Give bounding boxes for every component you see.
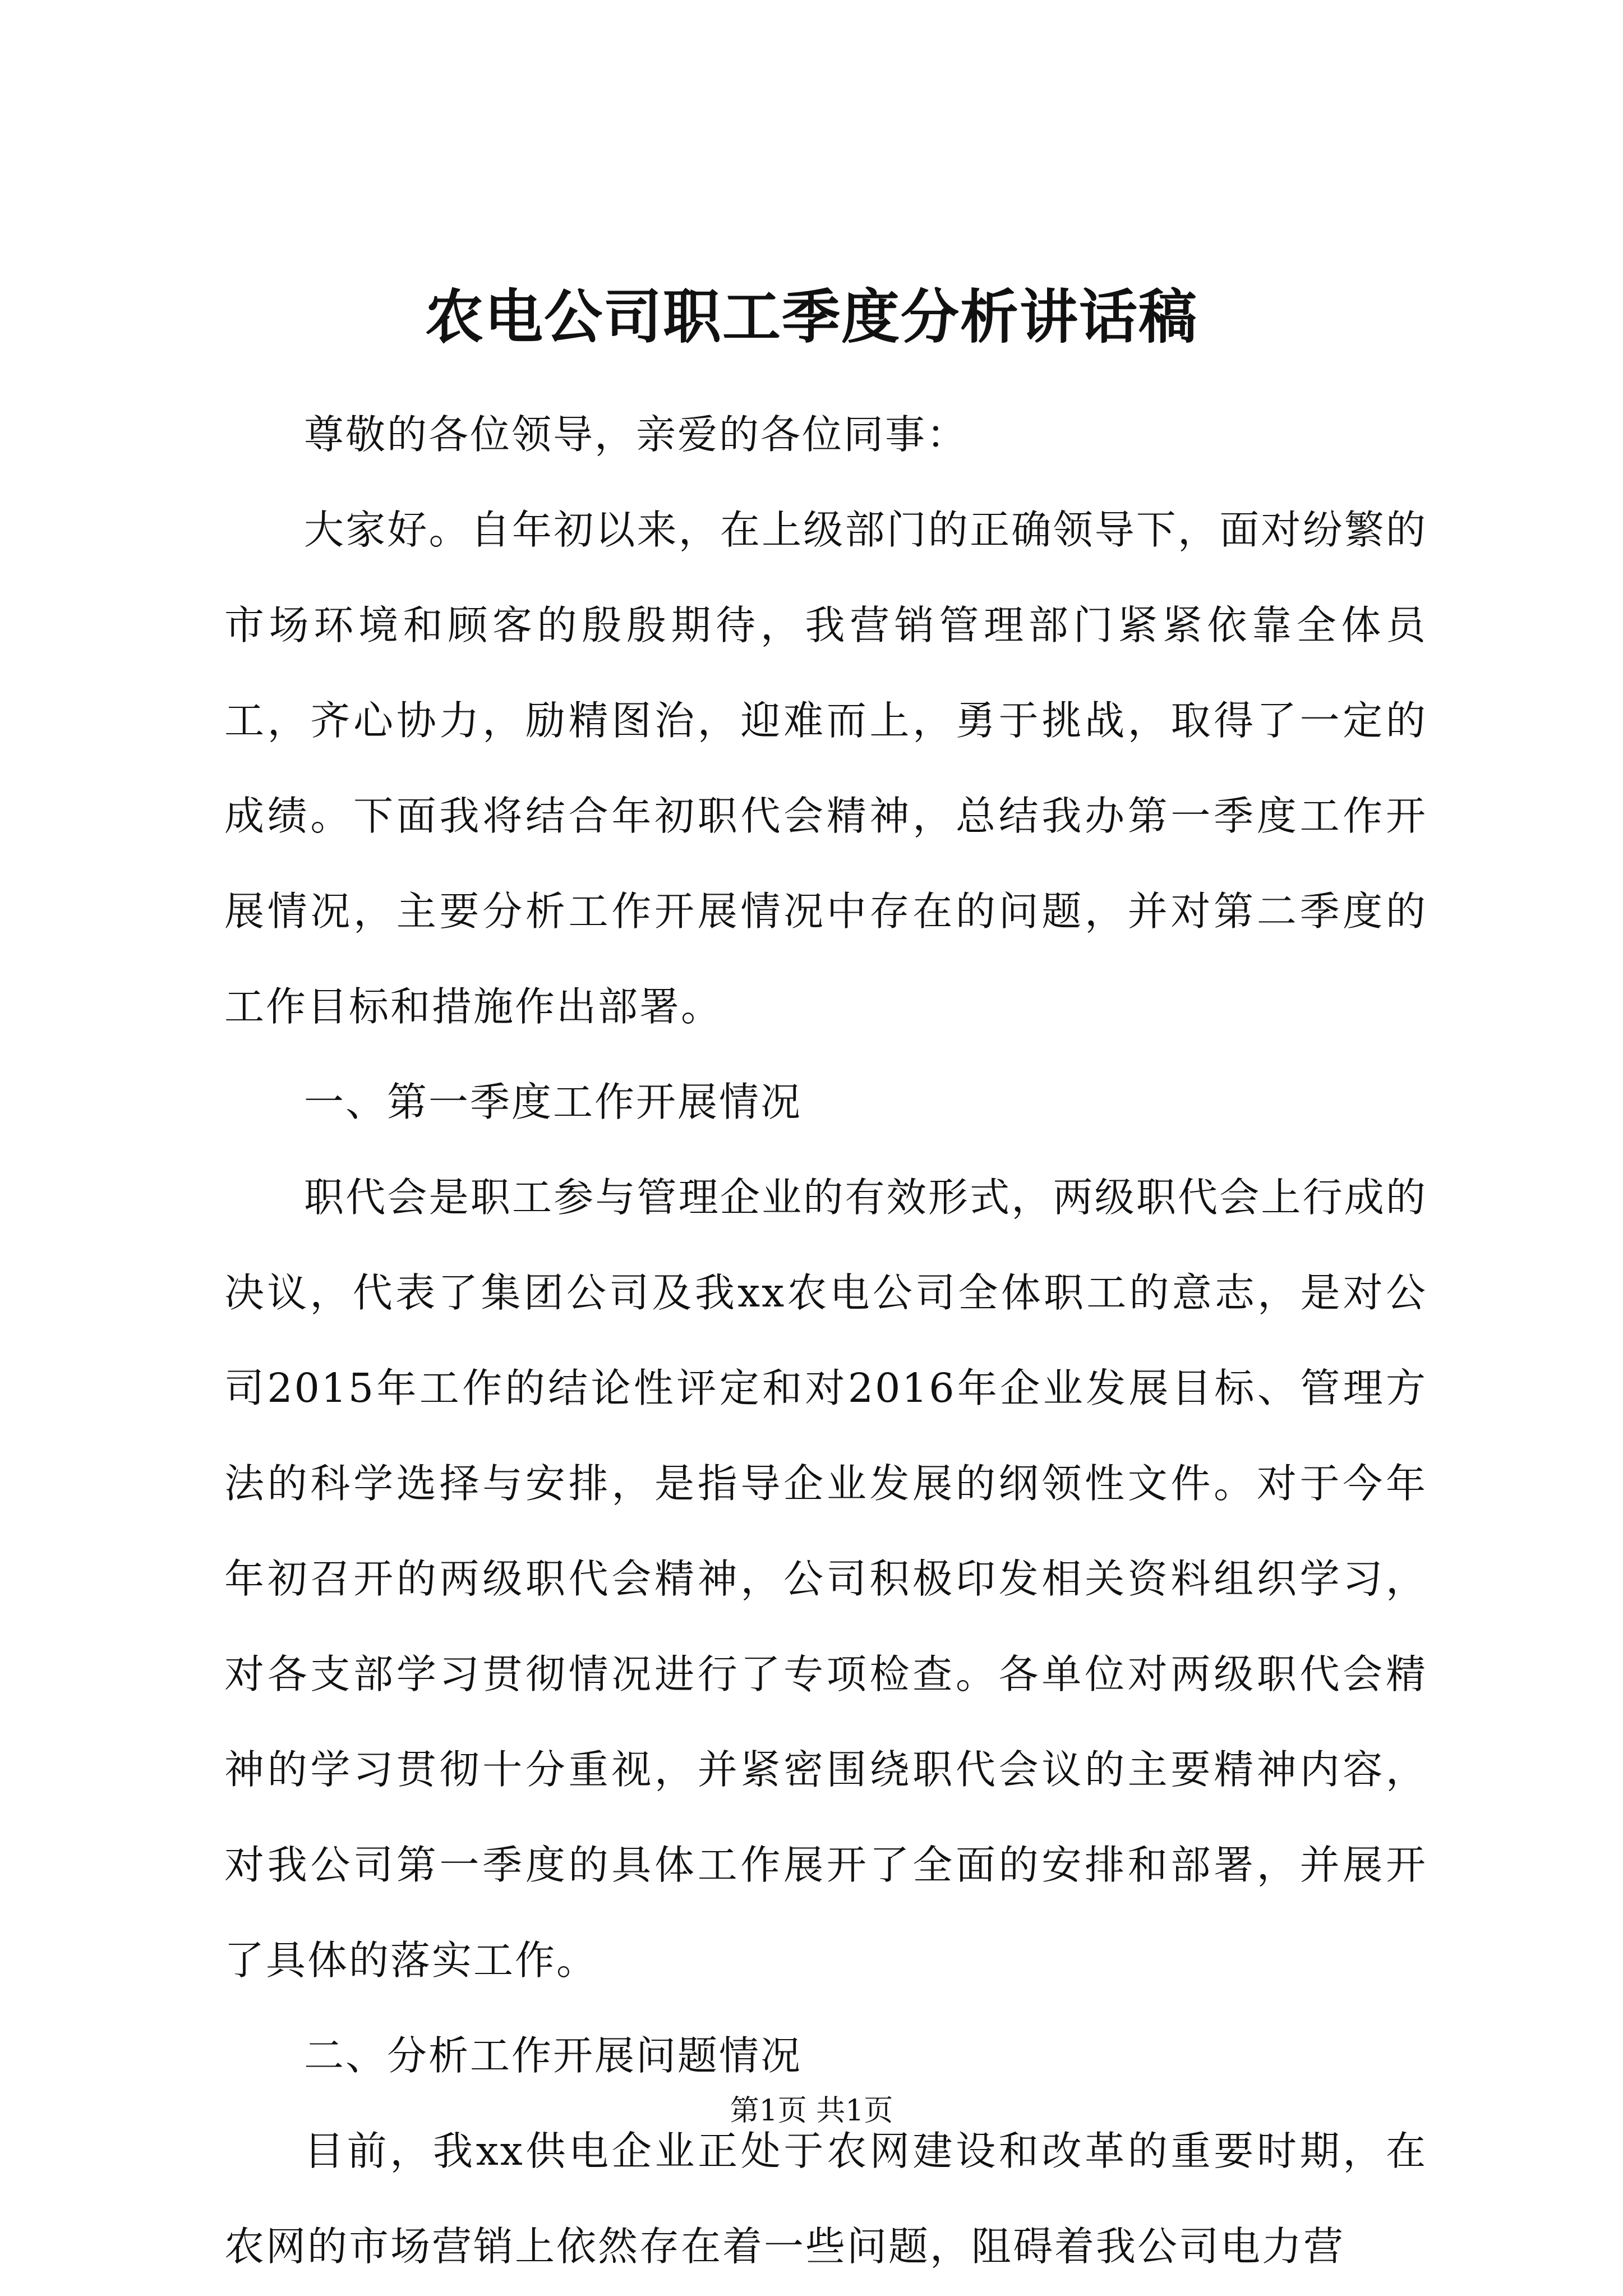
page-footer: 第1页 共1页 (730, 2094, 893, 2128)
document-body (224, 387, 1427, 2294)
section-heading-1: 一、第一季度工作开展情况 (304, 1079, 803, 1125)
document-title: 农电公司职工季度分析讲话稿 (425, 282, 1198, 351)
opening-paragraph: 大家好。自年初以来，在上级部门的正确领导下，面对纷繁的市场环境和顾客的殷殷期待，我营销管理部门紧紧依靠全体员工，齐心协力，励精图治，迎难而上，勇于挑战，取得了一定的成绩。下面我将结合年初职代会精神，总结我办第一季度工作开展情况，主要分析工作开展情况中存在的问题，并对第二季度的工作目标和措施作出部署。 (224, 507, 1427, 1030)
section-heading-2: 二、分析工作开展问题情况 (304, 2032, 803, 2079)
section-2-paragraph: 目前，我xx供电企业正处于农网建设和改革的重要时期，在农网的市场营销上依然存在着一些问题，阻碍着我公司电力营 (224, 2128, 1427, 2270)
salutation-paragraph: 尊敬的各位领导，亲爱的各位同事： (304, 411, 969, 458)
section-1-paragraph: 职代会是职工参与管理企业的有效形式，两级职代会上行成的决议，代表了集团公司及我xx农电公司全体职工的意志，是对公司2015年工作的结论性评定和对2016年企业发展目标、管理方法的科学选择与安排，是指导企业发展的纲领性文件。对于今年年初召开的两级职代会精神，公司积极印发相关资料组织学习，对各支部学习贯彻情况进行了专项检查。各单位对两级职代会精神的学习贯彻十分重视，并紧密围绕职代会议的主要精神内容，对我公司第一季度的具体工作展开了全面的安排和部署，并展开了具体的落实工作。 (224, 1174, 1427, 1984)
